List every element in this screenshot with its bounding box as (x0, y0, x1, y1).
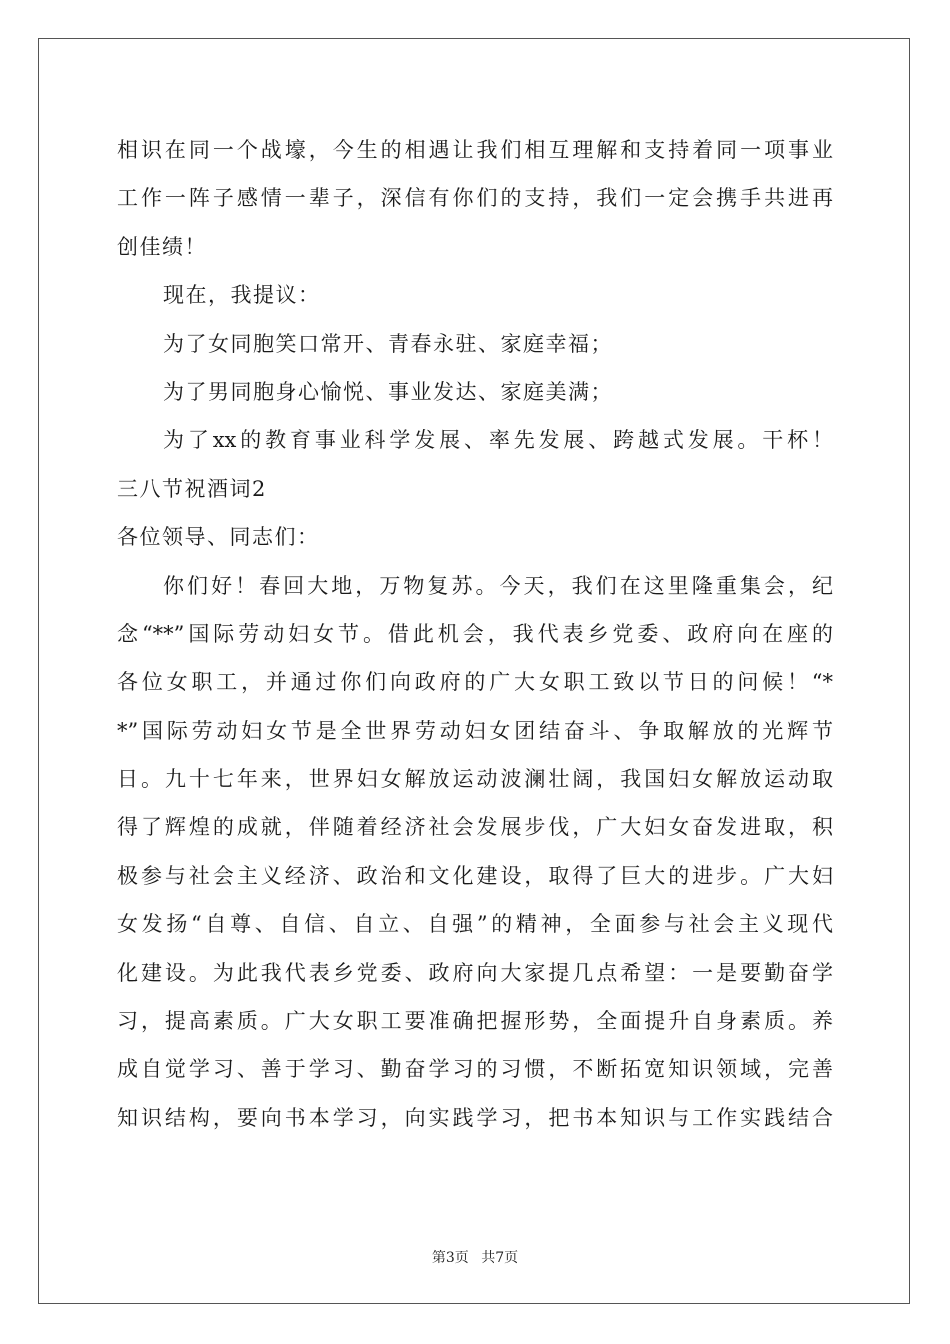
text-line: 工作一阵子感情一辈子，深信有你们的支持，我们一定会携手共进再 (117, 186, 833, 211)
text-line: 女发扬“自尊、自信、自立、自强”的精神，全面参与社会主义现代 (117, 912, 833, 937)
salutation: 各位领导、同志们： (117, 525, 320, 550)
text-line: 习，提高素质。广大女职工要准确把握形势，全面提升自身素质。养 (117, 1009, 833, 1034)
text-line: 知识结构，要向书本学习，向实践学习，把书本知识与工作实践结合 (117, 1105, 833, 1130)
section-heading: 三八节祝酒词2 (117, 476, 267, 501)
page-footer (0, 1247, 950, 1267)
text-line: 为了xx的教育事业科学发展、率先发展、跨越式发展。干杯！ (163, 428, 833, 453)
text-line: 各位女职工，并通过你们向政府的广大女职工致以节日的问候！“* (117, 670, 833, 695)
page-total: 共7页 (481, 1250, 519, 1266)
text-line: 为了女同胞笑口常开、青春永驻、家庭幸福； (163, 331, 613, 356)
text-line: *”国际劳动妇女节是全世界劳动妇女团结奋斗、争取解放的光辉节 (117, 718, 833, 743)
text-line: 极参与社会主义经济、政治和文化建设，取得了巨大的进步。广大妇 (117, 863, 833, 888)
text-line: 日。九十七年来，世界妇女解放运动波澜壮阔，我国妇女解放运动取 (117, 767, 833, 792)
text-line: 你们好！春回大地，万物复苏。今天，我们在这里隆重集会，纪 (163, 573, 833, 598)
document-body (117, 126, 833, 1142)
text-line: 念“**”国际劳动妇女节。借此机会，我代表乡党委、政府向在座的 (117, 621, 833, 646)
text-line: 相识在同一个战壕，今生的相遇让我们相互理解和支持着同一项事业 (117, 138, 833, 162)
text-line: 创佳绩！ (117, 234, 207, 259)
text-line: 得了辉煌的成就，伴随着经济社会发展步伐，广大妇女奋发进取，积 (117, 815, 833, 840)
text-line: 现在，我提议： (163, 283, 321, 308)
text-line: 成自觉学习、善于学习、勤奋学习的习惯，不断拓宽知识领域，完善 (117, 1057, 833, 1082)
text-line: 为了男同胞身心愉悦、事业发达、家庭美满； (163, 379, 613, 404)
page-number: 第3页 (431, 1250, 469, 1266)
text-line: 化建设。为此我代表乡党委、政府向大家提几点希望：一是要勤奋学 (117, 960, 833, 985)
